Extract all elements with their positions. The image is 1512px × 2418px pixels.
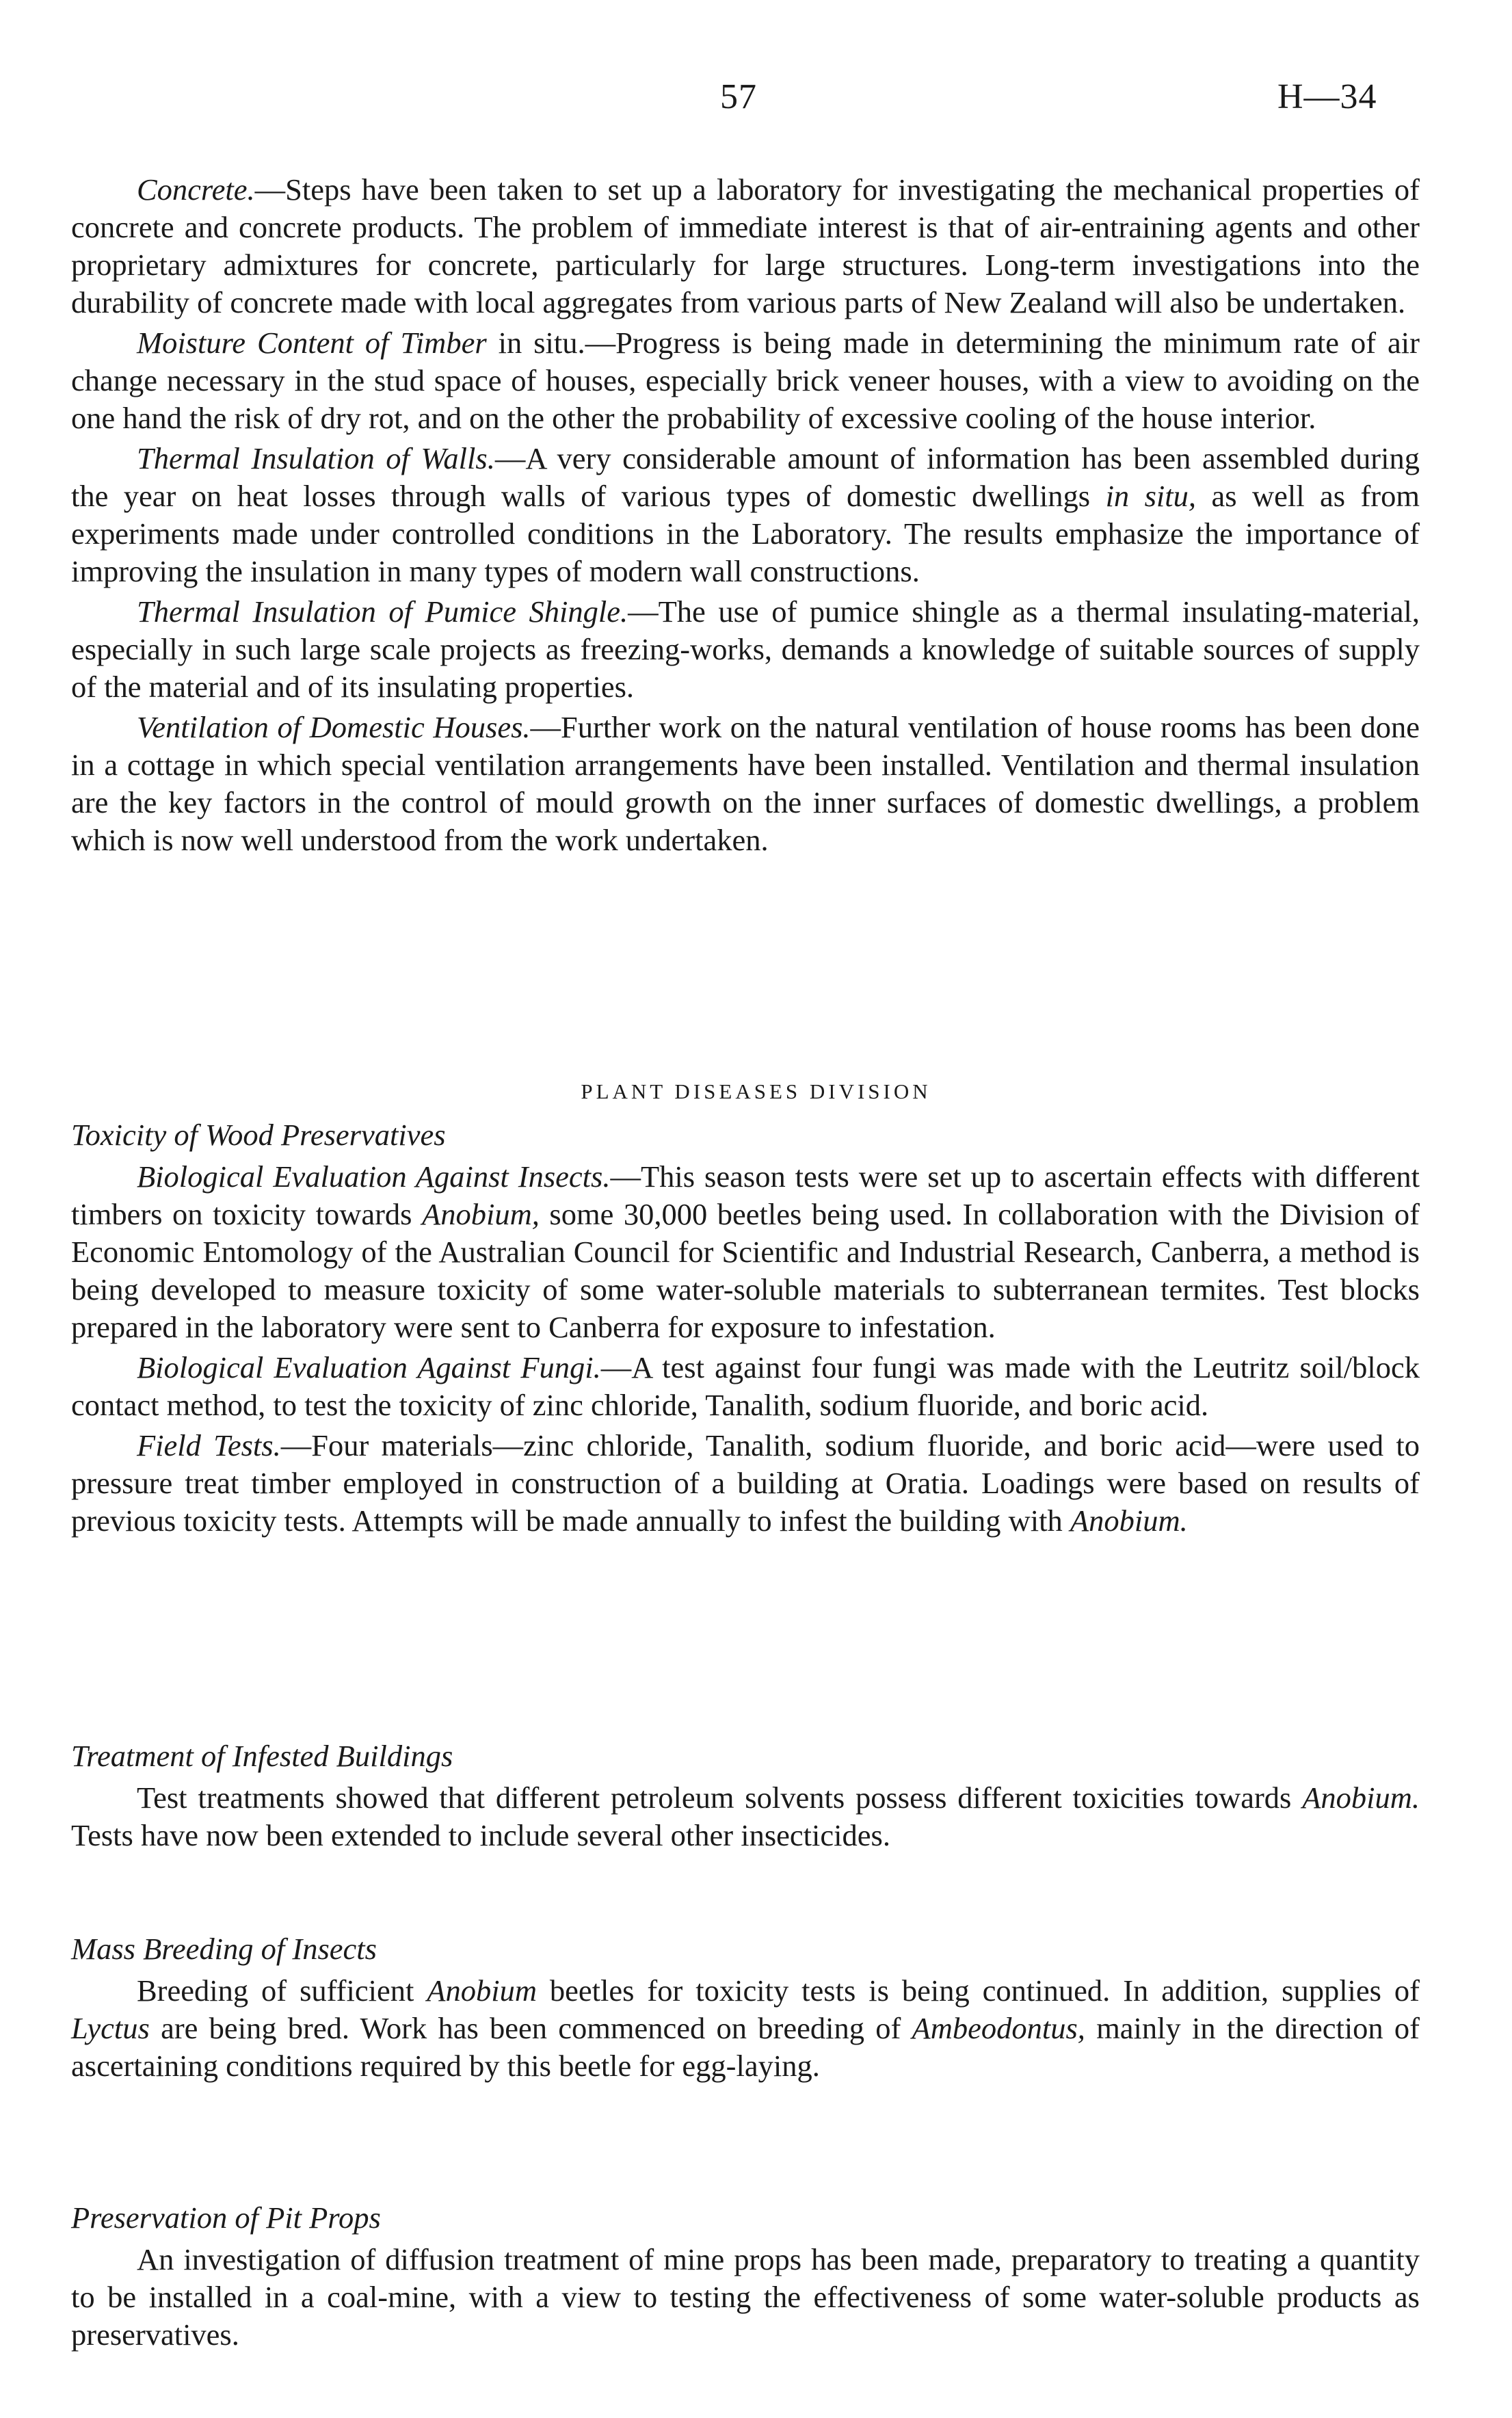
page-number: 57 bbox=[720, 77, 757, 116]
document-reference: H—34 bbox=[1277, 77, 1377, 116]
paragraph-concrete: Concrete.—Steps have been taken to set up a laboratory for investigating the mechanical properties of concrete and concrete products. The problem of immediate interest is that of air-entraining agents and other proprietary admixtures for concrete, particularly for large structures. Long-term investigations into the durability of concrete made with local aggregates from various parts of New Zealand will also be undertaken. bbox=[71, 172, 1420, 319]
subheading-breeding: Mass Breeding of Insects bbox=[71, 1932, 377, 1966]
heading-fungi: Biological Evaluation Against Fungi. bbox=[137, 1350, 601, 1384]
subheading-infested: Treatment of Infested Buildings bbox=[71, 1739, 453, 1773]
paragraph-pumice-shingle: Thermal Insulation of Pumice Shingle.—The use of pumice shingle as a thermal insulating-material, especially in such large scale projects as freezing-works, demands a knowledge of suitable sources of supply of the material and of its insulating properties. bbox=[71, 594, 1420, 704]
paragraph-ventilation: Ventilation of Domestic Houses.—Further work on the natural ventilation of house rooms has been done in a cottage in which special ventilation arrangements have been installed. Ventilation and thermal insulation are the key factors in the control of mould growth on the inner surfaces of domestic dwellings, a problem which is now well understood from the work undertaken. bbox=[71, 710, 1420, 857]
heading-insects: Biological Evaluation Against Insects. bbox=[137, 1159, 611, 1194]
heading-moisture-content: Moisture Content of Timber bbox=[137, 326, 487, 360]
paragraph-fungi: Biological Evaluation Against Fungi.—A test against four fungi was made with the Leutritz soil/block contact method, to test the toxicity of zinc chloride, Tanalith, sodium fluoride, and boric acid. bbox=[71, 1350, 1420, 1422]
heading-pumice-shingle: Thermal Insulation of Pumice Shingle. bbox=[137, 594, 628, 629]
paragraph-pitprops: An investigation of diffusion treatment of mine props has been made, preparatory to treating a quantity to be installed in a coal-mine, with a view to testing the effectiveness of some water-soluble products as preservatives. bbox=[71, 2242, 1420, 2352]
division-title: PLANT DISEASES DIVISION bbox=[581, 1079, 931, 1103]
paragraph-insects: Biological Evaluation Against Insects.—This season tests were set up to ascertain effects with different timbers on toxicity towards Anobium, some 30,000 beetles being used. In collaboration with the Division of Economic Entomology of the Australian Council for Scientific and Industrial Research, Canberra, a method is being developed to measure toxicity of some water-soluble materials to subterranean termites. Test blocks prepared in the laboratory were sent to Canberra for exposure to infestation. bbox=[71, 1159, 1420, 1344]
paragraph-infested: Test treatments showed that different petroleum solvents possess different toxicities towards Anobium. Tests have now been extended to include several other insecticides. bbox=[71, 1780, 1420, 1852]
infested-section bbox=[71, 1737, 1420, 1854]
paragraph-field-tests: Field Tests.—Four materials—zinc chloride, Tanalith, sodium fluoride, and boric acid—were used to pressure treat timber employed in construction of a building at Oratia. Loadings were based on results of previous toxicity tests. Attempts will be made annually to infest the building with Anobium. bbox=[71, 1428, 1420, 1538]
heading-ventilation: Ventilation of Domestic Houses. bbox=[137, 710, 531, 744]
paragraph-moisture-content: Moisture Content of Timber in situ.—Progress is being made in determining the minimum rate of air change necessary in the stud space of houses, especially brick veneer houses, with a view to avoiding on the one hand the risk of dry rot, and on the other the probability of excessive cooling of the house interior. bbox=[71, 326, 1420, 435]
breeding-section bbox=[71, 1930, 1420, 2085]
heading-field-tests: Field Tests. bbox=[137, 1428, 281, 1462]
pitprops-section bbox=[71, 2199, 1420, 2354]
engineering-sections bbox=[71, 171, 1420, 859]
subheading-pitprops: Preservation of Pit Props bbox=[71, 2200, 381, 2235]
subheading-toxicity: Toxicity of Wood Preservatives bbox=[71, 1118, 446, 1152]
heading-thermal-insulation-walls: Thermal Insulation of Walls. bbox=[137, 441, 495, 475]
toxicity-section bbox=[71, 1116, 1420, 1540]
paragraph-thermal-insulation-walls: Thermal Insulation of Walls.—A very considerable amount of information has been assembled during the year on heat losses through walls of various types of domestic dwellings in situ, as well as from experiments made under controlled conditions in the Laboratory. The results emphasize the importance of improving the insulation in many types of modern wall constructions. bbox=[71, 441, 1420, 588]
heading-concrete: Concrete. bbox=[137, 172, 255, 207]
paragraph-breeding: Breeding of sufficient Anobium beetles for toxicity tests is being continued. In addition, supplies of Lyctus are being bred. Work has been commenced on breeding of Ambeodontus, mainly in the direction of ascertaining conditions required by this beetle for egg-laying. bbox=[71, 1973, 1420, 2083]
